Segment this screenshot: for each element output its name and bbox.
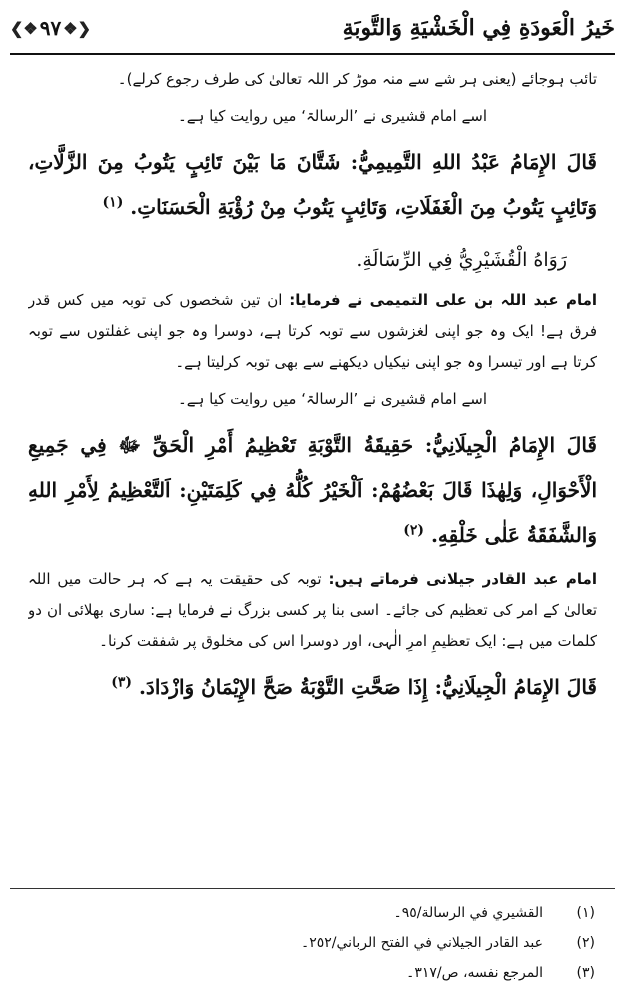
footnote-number: (٢) <box>576 935 595 951</box>
urdu-paragraph: تائب ہوجائے (یعنی ہر شے سے منہ موڑ کر اللہ تعالیٰ کی طرف رجوع کرلے)۔ <box>117 70 597 88</box>
footnotes <box>30 898 595 988</box>
translation-speaker: امام عبد القادر جیلانی فرماتے ہیں: <box>328 570 597 588</box>
translation-speaker: امام عبد اللہ بن علی التمیمی نے فرمایا: <box>289 291 597 309</box>
footnote-ref: (١) <box>102 194 124 211</box>
translation-text: ان تین شخصوں کی توبہ میں کس قدر فرق ہے! ایک وہ جو اپنی لغزشوں سے توبہ کرتا ہے، دوسرا وہ جو اپنی غفلتوں سے توبہ کرتا ہے اور تیسرا وہ جو اپنی نیکیاں دیکھنے سے بھی توبہ کرلیتا ہے۔ <box>28 291 597 371</box>
quote-text: شَتَّانَ مَا بَيْنَ تَائِبٍ يَتُوبُ مِنَ الزَّلَّاتِ، وَتَائِبٍ يَتُوبُ مِنَ الْغَفَلَاتِ، وَتَائِبٍ يَتُوبُ مِنْ رُؤْيَةِ الْحَسَنَاتِ. <box>28 150 597 219</box>
quote-text: إِذَا صَحَّتِ التَّوْبَةُ صَحَّ الإِيْمَانُ وَازْدَادَ. <box>138 675 428 699</box>
page-header <box>10 4 615 52</box>
footnote-text: المرجع نفسه، ص/٣١٧۔ <box>406 965 543 981</box>
footnote-ref: (٢) <box>403 522 424 539</box>
footnote <box>30 898 595 928</box>
footnote-number: (١) <box>576 905 595 921</box>
left-ornament-icon: ❮❖ <box>10 18 38 38</box>
quote-speaker: قَالَ الإِمَامُ الْجِيلَانِيُّ: <box>434 675 597 699</box>
footnote-number: (٣) <box>576 965 595 981</box>
footnote-text: عبد القادر الجيلاني في الفتح الرباني/٢٥٢۔ <box>301 935 543 951</box>
page-body <box>28 64 597 874</box>
quote-text: حَقِيقَةُ التَّوْبَةِ تَعْظِيمُ أَمْرِ الْحَقِّ ﷻ فِي جَمِيعِ الْأَحْوَالِ، وَلِهٰذَا قَالَ بَعْضُهُمْ: اَلْخَيْرُ كُلُّهُ فِي كَلِمَتَيْنِ: اَلتَّعْظِيمُ لِأَمْرِ اللهِ وَالشَّفَقَةُ عَلٰى خَلْقِهِ. <box>28 433 597 547</box>
arabic-quote <box>28 140 597 230</box>
riwayah-line: رَوَاهُ الْقُشَيْرِيُّ فِي الرِّسَالَةِ. <box>356 249 567 271</box>
footnote-text: القشيري في الرسالة/٩٥۔ <box>393 905 543 921</box>
footnote-divider <box>10 888 615 889</box>
translation-text: توبہ کی حقیقت یہ ہے کہ ہر حالت میں اللہ تعالیٰ کے امر کی تعظیم کی جائے۔ اسی بنا پر کسی بزرگ نے فرمایا ہے: ساری بھلائی ان دو کلمات میں ہے: ایک تعظیمِ امرِ الٰہی، اور دوسرا اس کی مخلوق پر شفقت کرنا۔ <box>28 570 597 650</box>
right-ornament-icon: ❖❯ <box>63 18 91 38</box>
source-note: اسے امام قشیری نے ’الرسالۃ‘ میں روایت کیا ہے۔ <box>178 390 487 408</box>
footnote-ref: (٣) <box>111 674 132 691</box>
page-number: ٩٧ <box>39 16 62 40</box>
running-title: خَيرُ الْعَودَةِ فِي الْخَشْيَةِ وَالتَّوبَةِ <box>342 15 615 41</box>
header-divider <box>10 53 615 55</box>
quote-speaker: قَالَ الإِمَامُ الْجِيلَانِيُّ: <box>424 433 597 457</box>
quote-speaker: قَالَ الإِمَامُ عَبْدُ اللهِ التَّمِيمِيُّ: <box>350 150 597 174</box>
page-number-box <box>10 16 91 40</box>
source-note: اسے امام قشیری نے ’الرسالۃ‘ میں روایت کیا ہے۔ <box>178 107 487 125</box>
arabic-quote <box>28 665 597 710</box>
urdu-translation <box>28 285 597 378</box>
footnote <box>30 928 595 958</box>
urdu-translation <box>28 564 597 657</box>
arabic-quote <box>28 423 597 558</box>
footnote <box>30 958 595 988</box>
